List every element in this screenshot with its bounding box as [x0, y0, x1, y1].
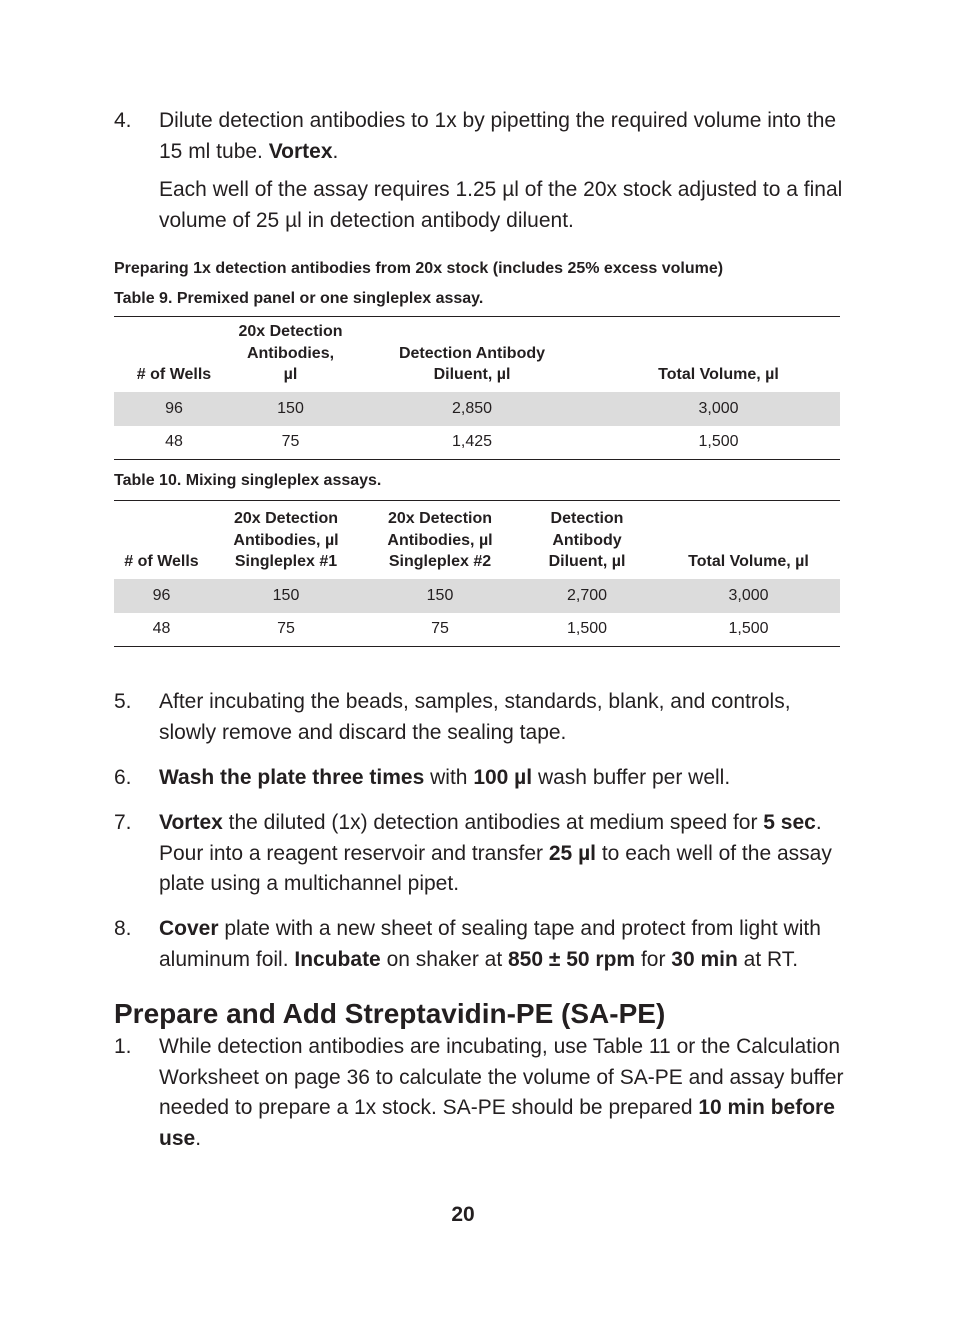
table-10-caption: Table 10. Mixing singleplex assays. — [114, 472, 382, 489]
step-number: 8. — [114, 917, 132, 940]
sa-pe-step-1-text: While detection antibodies are incubating, use Table 11 or the Calculation Worksheet on page 36 to calculate the volume of SA-PE and assay buffer needed to prepare a 1x stock. SA-PE should be prepared 10 min before use. — [159, 1035, 844, 1150]
table-9 — [114, 316, 840, 460]
step-4-note: Each well of the assay requires 1.25 µl of the 20x stock adjusted to a final volume of 25 µl in detection antibody diluent. — [159, 178, 843, 232]
table-10-header: 20x Detection Antibodies, µl Singleplex #2 — [387, 510, 493, 570]
step-8 — [114, 914, 844, 975]
table-9-caption: Table 9. Premixed panel or one singleplex assay. — [114, 290, 484, 307]
step-4 — [114, 106, 844, 236]
step-number: 1. — [114, 1035, 132, 1058]
table-10-header: 20x Detection Antibodies, µl Singleplex #1 — [233, 510, 339, 570]
table-10 — [114, 500, 840, 647]
table-row: 48 75 75 1,500 1,500 — [114, 613, 840, 647]
section-title: Prepare and Add Streptavidin-PE (SA-PE) — [114, 998, 666, 1029]
preparation-heading: Preparing 1x detection antibodies from 20x stock (includes 25% excess volume) — [114, 260, 724, 277]
table-9-header: Total Volume, µl — [658, 366, 779, 383]
table-9-header: Detection Antibody Diluent, µl — [398, 344, 546, 383]
step-5 — [114, 687, 844, 748]
table-10-header: Total Volume, µl — [688, 553, 809, 570]
step-7 — [114, 808, 844, 900]
sa-pe-step-1 — [114, 1032, 844, 1154]
table-10-header: Detection Antibody Diluent, µl — [548, 510, 626, 570]
step-number: 4. — [114, 109, 132, 132]
step-8-text: Cover plate with a new sheet of sealing tape and protect from light with aluminum foil. Incubate on shaker at 850 ± 50 rpm for 30 min at RT. — [159, 917, 821, 971]
step-number: 5. — [114, 690, 132, 713]
step-5-text: After incubating the beads, samples, standards, blank, and controls, slowly remove and discard the sealing tape. — [159, 690, 791, 744]
step-number: 7. — [114, 811, 132, 834]
table-row: 96 150 2,850 3,000 — [114, 392, 840, 426]
table-row: 96 150 150 2,700 3,000 — [114, 579, 840, 613]
step-7-text: Vortex the diluted (1x) detection antibodies at medium speed for 5 sec. Pour into a reagent reservoir and transfer 25 µl to each well of the assay plate using a multichannel pipet. — [159, 811, 832, 895]
table-10-header: # of Wells — [124, 553, 199, 570]
table-9-header: 20x Detection Antibodies, µl — [238, 323, 343, 383]
table-9-header: # of Wells — [136, 366, 212, 383]
table-row: 48 75 1,425 1,500 — [114, 426, 840, 460]
step-6 — [114, 763, 844, 794]
page-number: 20 — [451, 1203, 475, 1226]
step-6-text: Wash the plate three times with 100 µl wash buffer per well. — [159, 766, 731, 789]
step-4-instruction: Dilute detection antibodies to 1x by pipetting the required volume into the 15 ml tube. Vortex. — [159, 109, 837, 163]
step-number: 6. — [114, 766, 132, 789]
